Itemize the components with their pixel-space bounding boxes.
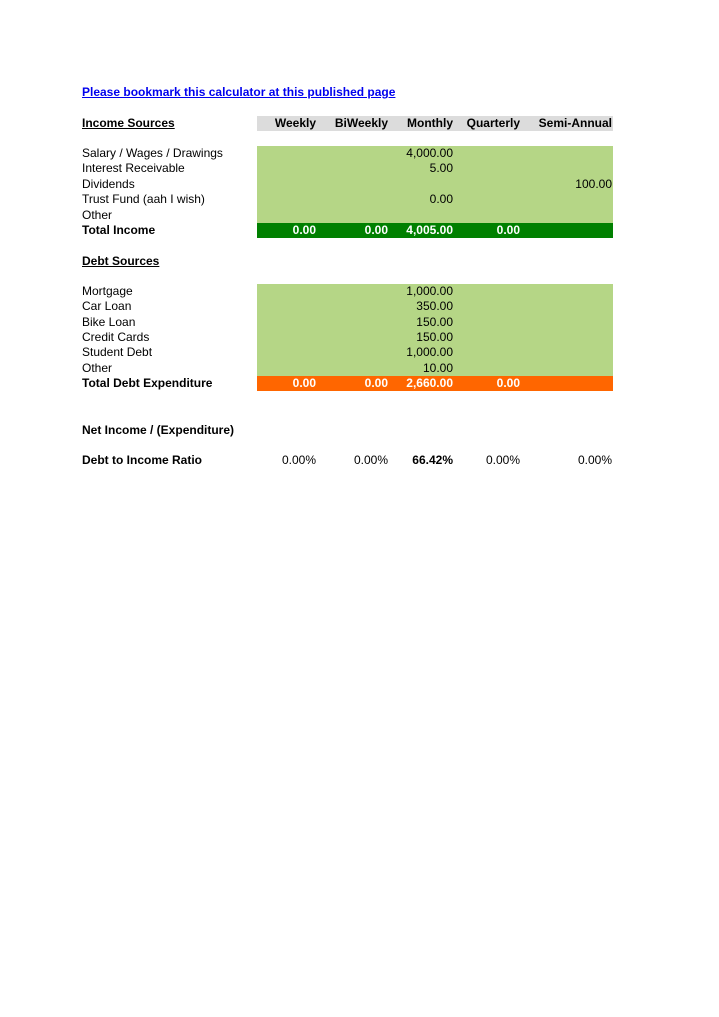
income-cell-monthly[interactable]: 5.00	[429, 161, 453, 175]
column-header-weekly: Weekly	[274, 116, 316, 130]
debt-cell-monthly[interactable]: 1,000.00	[406, 284, 453, 298]
income-sources-title: Income Sources	[82, 116, 175, 130]
debt-cell-monthly[interactable]: 350.00	[416, 299, 453, 313]
income-cell-semi-annual[interactable]: 100.00	[575, 177, 612, 191]
total-debt-quarterly: 0.00	[496, 376, 520, 390]
total-debt-biweekly: 0.00	[364, 376, 388, 390]
income-row-label: Dividends	[82, 177, 135, 191]
income-row-label: Salary / Wages / Drawings	[82, 146, 223, 160]
debt-cell-monthly[interactable]: 150.00	[416, 330, 453, 344]
bookmark-link[interactable]: Please bookmark this calculator at this published page	[82, 85, 396, 99]
ratio-weekly: 0.00%	[281, 453, 316, 467]
debt-to-income-label: Debt to Income Ratio	[82, 453, 203, 467]
ratio-monthly: 66.42%	[412, 453, 453, 467]
total-income-label: Total Income	[82, 223, 156, 237]
ratio-biweekly: 0.00%	[353, 453, 388, 467]
debt-row-label: Credit Cards	[82, 330, 150, 344]
debt-row-label: Other	[82, 361, 113, 375]
debt-cell-monthly[interactable]: 1,000.00	[406, 345, 453, 359]
total-debt-label: Total Debt Expenditure	[82, 376, 213, 390]
ratio-quarterly: 0.00%	[485, 453, 520, 467]
income-row-label: Trust Fund (aah I wish)	[82, 192, 205, 206]
net-income-label: Net Income / (Expenditure)	[82, 423, 235, 437]
total-debt-monthly: 2,660.00	[406, 376, 453, 390]
debt-row-label: Mortgage	[82, 284, 133, 298]
income-row-label: Interest Receivable	[82, 161, 185, 175]
column-header-quarterly: Quarterly	[466, 116, 520, 130]
ratio-semi-annual: 0.00%	[577, 453, 612, 467]
income-row-label: Other	[82, 208, 113, 222]
debt-row-label: Bike Loan	[82, 315, 136, 329]
income-cell-monthly[interactable]: 4,000.00	[406, 146, 453, 160]
column-header-biweekly: BiWeekly	[334, 116, 388, 130]
debt-cell-monthly[interactable]: 150.00	[416, 315, 453, 329]
debt-sources-title: Debt Sources	[82, 254, 160, 268]
debt-row-label: Student Debt	[82, 345, 153, 359]
total-income-weekly: 0.00	[292, 223, 316, 237]
total-income-quarterly: 0.00	[496, 223, 520, 237]
column-header-monthly: Monthly	[407, 116, 453, 130]
debt-row-label: Car Loan	[82, 299, 132, 313]
income-cell-monthly[interactable]: 0.00	[429, 192, 453, 206]
total-income-biweekly: 0.00	[364, 223, 388, 237]
total-debt-weekly: 0.00	[292, 376, 316, 390]
column-header-semi-annual: Semi-Annual	[538, 116, 612, 130]
debt-cell-monthly[interactable]: 10.00	[422, 361, 453, 375]
total-income-monthly: 4,005.00	[406, 223, 453, 237]
